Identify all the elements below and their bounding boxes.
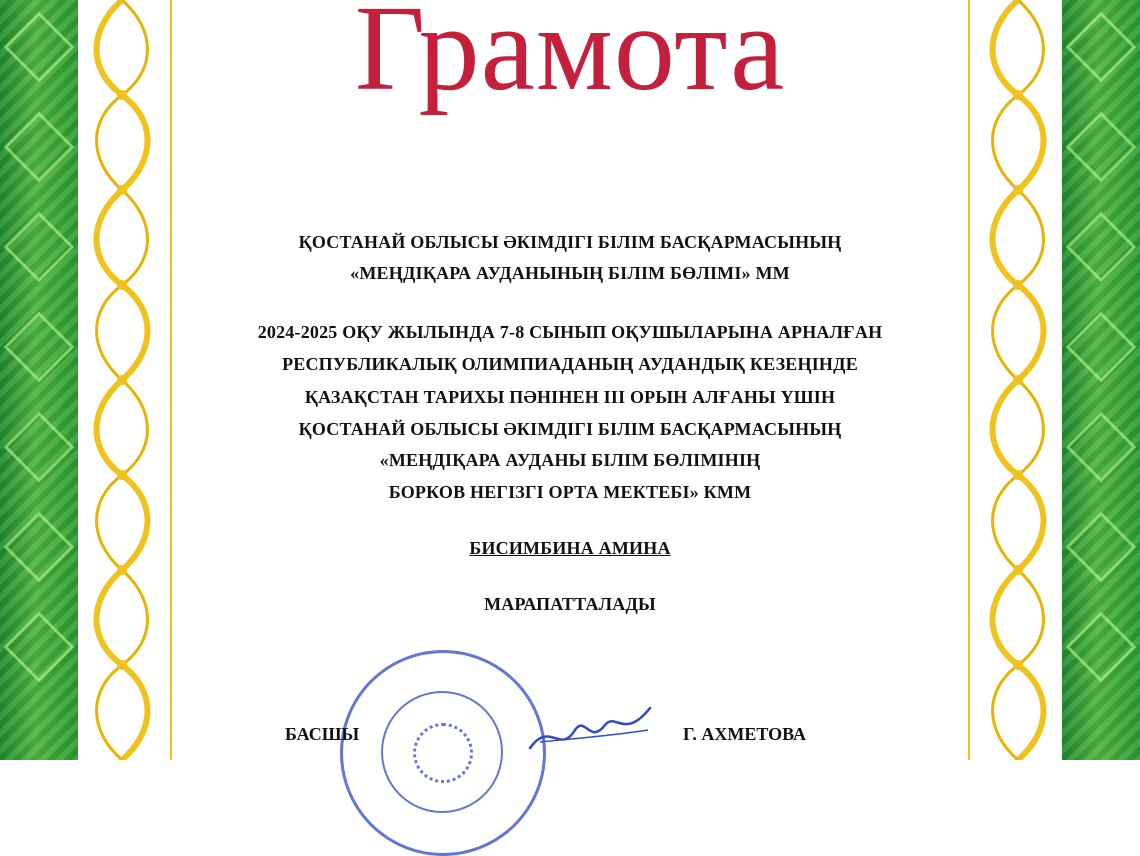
issuer-line-2: «МЕҢДІҚАРА АУДАНЫНЫҢ БІЛІМ БӨЛІМІ» ММ [350, 263, 790, 283]
reason-line-6: БОРКОВ НЕГІЗГІ ОРТА МЕКТЕБІ» КММ [388, 482, 752, 502]
award-verb: МАРАПАТТАЛАДЫ [484, 594, 656, 614]
gold-scroll-ornament-icon [78, 0, 166, 760]
issuer-line-1: ҚОСТАНАЙ ОБЛЫСЫ ӘКІМДІГІ БІЛІМ БАСҚАРМАСЫНЫҢ [298, 232, 842, 252]
reason-line-4: ҚОСТАНАЙ ОБЛЫСЫ ӘКІМДІГІ БІЛІМ БАСҚАРМАСЫНЫҢ [298, 419, 842, 439]
left-green-ornament-band [0, 0, 78, 760]
official-stamp [340, 650, 546, 856]
left-gold-scroll-border [78, 0, 166, 760]
reason-line-5: «МЕҢДІҚАРА АУДАНЫ БІЛІМ БӨЛІМІНІҢ [379, 450, 761, 470]
right-gold-scroll-border [974, 0, 1062, 760]
signatory-title: БАСШЫ [285, 724, 360, 744]
signatory-name: Г. АХМЕТОВА [683, 724, 807, 744]
gold-scroll-ornament-icon [974, 0, 1062, 760]
certificate-title: Грамота [354, 0, 786, 116]
reason-line-1: 2024-2025 ОҚУ ЖЫЛЫНДА 7-8 СЫНЫП ОҚУШЫЛАРЫНА АРНАЛҒАН [257, 322, 883, 342]
reason-line-3: ҚАЗАҚСТАН ТАРИХЫ ПӘНІНЕН ІІІ ОРЫН АЛҒАНЫ ҮШІН [304, 387, 836, 407]
handwritten-signature [520, 700, 660, 760]
reason-line-2: РЕСПУБЛИКАЛЫҚ ОЛИМПИАДАНЫҢ АУДАНДЫҚ КЕЗЕҢІНДЕ [282, 354, 858, 374]
recipient-name: БИСИМБИНА АМИНА [469, 538, 671, 558]
inner-gold-rule-left [170, 0, 172, 760]
right-green-ornament-band [1062, 0, 1140, 760]
inner-gold-rule-right [968, 0, 970, 760]
